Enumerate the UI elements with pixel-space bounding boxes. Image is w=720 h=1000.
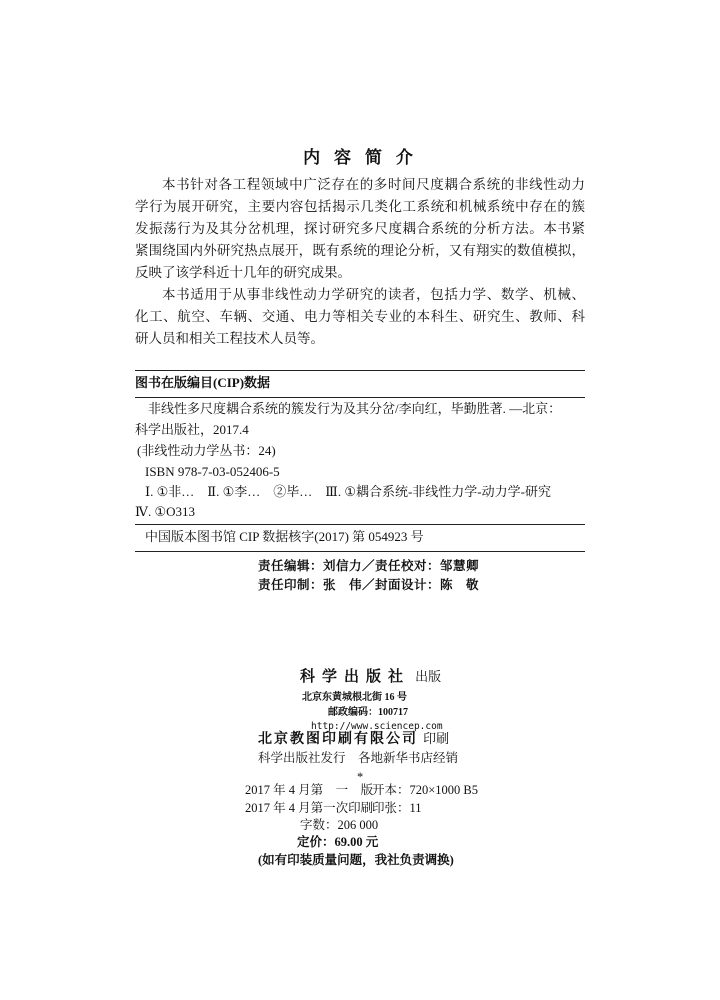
cip-end-rule <box>135 551 585 552</box>
summary-line: 本书针对各工程领域中广泛存在的多时间尺度耦合系统的非线性动力 <box>162 177 585 193</box>
edition-info: 2017 年 4 月第 一 版 <box>245 783 374 797</box>
summary-line: 本书适用于从事非线性动力学研究的读者，包括力学、数学、机械、 <box>162 287 585 303</box>
publisher-action: 出版 <box>415 669 442 684</box>
price: 定价：69.00 元 <box>297 835 379 849</box>
cip-top-rule <box>135 370 585 371</box>
cip-verification: 中国版本图书馆 CIP 数据核字(2017) 第 054923 号 <box>145 529 424 544</box>
cip-bottom-rule <box>135 524 585 525</box>
summary-line: 学行为展开研究，主要内容包括揭示几类化工系统和机械系统中存在的簇 <box>135 199 585 215</box>
summary-line: 反映了该学科近十几年的研究成果。 <box>135 265 351 281</box>
publisher-logo: 科学出版社 <box>300 669 411 685</box>
cip-isbn: ISBN 978-7-03-052406-5 <box>145 464 280 479</box>
credits-production: 责任印制：张 伟／封面设计：陈 敬 <box>258 577 480 592</box>
cip-heading-rule <box>135 397 585 398</box>
publisher-postcode: 邮政编码：100717 <box>328 707 408 718</box>
publisher-line <box>300 668 441 686</box>
publisher-address: 北京东黄城根北街 16 号 <box>302 692 407 703</box>
credits-editors: 责任编辑：刘信力／责任校对：邹慧卿 <box>258 558 480 573</box>
cip-heading: 图书在版编目(CIP)数据 <box>135 375 271 390</box>
publisher-url: http://www.sciencep.com <box>311 721 443 732</box>
printing-info: 2017 年 4 月第一次印刷 <box>245 801 374 815</box>
printer-line <box>258 731 449 749</box>
distribution-line: 科学出版社发行 各地新华书店经销 <box>258 751 459 765</box>
printer-logo: 北京教图印刷有限公司 <box>258 732 418 747</box>
format-info: 开本：720×1000 B5 <box>372 783 479 797</box>
cip-line: Ⅰ. ①非… Ⅱ. ①李… ②毕… Ⅲ. ①耦合系统-非线性力学-动力学-研究 <box>145 484 551 499</box>
cip-line: (非线性动力学丛书：24) <box>137 443 276 458</box>
cip-line: Ⅳ. ①O313 <box>135 504 196 519</box>
cip-line: 非线性多尺度耦合系统的簇发行为及其分岔/李向红，毕勤胜著. —北京： <box>148 401 562 416</box>
quality-note: (如有印装质量问题，我社负责调换) <box>258 853 454 867</box>
printer-action: 印刷 <box>423 731 450 746</box>
separator-asterisk: * <box>357 770 364 784</box>
sheets-info: 印张：11 <box>372 801 422 815</box>
word-count: 字数：206 000 <box>300 818 379 832</box>
summary-line: 紧围绕国内外研究热点展开，既有系统的理论分析，又有翔实的数值模拟， <box>135 243 585 259</box>
summary-line: 化工、航空、车辆、交通、电力等相关专业的本科生、研究生、教师、科 <box>135 309 585 325</box>
cip-line: 科学出版社，2017.4 <box>135 422 249 437</box>
summary-line: 研人员和相关工程技术人员等。 <box>135 331 324 347</box>
summary-title: 内 容 简 介 <box>303 148 417 168</box>
summary-line: 发振荡行为及其分岔机理，探讨研究多尺度耦合系统的分析方法。本书紧 <box>135 221 585 237</box>
